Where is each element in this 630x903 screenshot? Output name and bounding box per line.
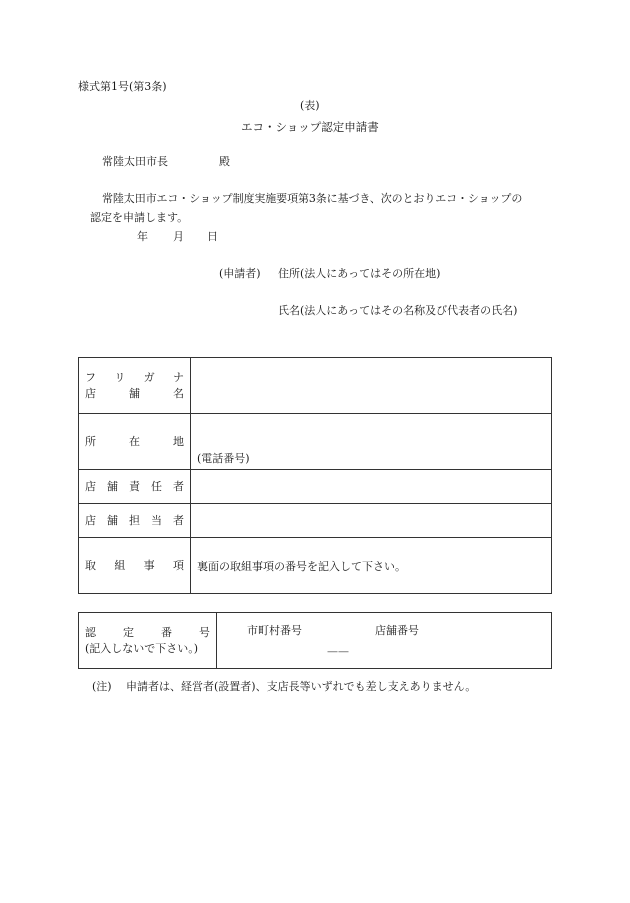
staff-row <box>79 504 552 538</box>
location-char: 在 <box>129 434 140 448</box>
certification-row <box>79 613 552 669</box>
certification-note: (記入しないで下さい。) <box>85 641 199 655</box>
furigana-char: フ <box>85 370 96 384</box>
store-name-char: 舗 <box>129 386 140 400</box>
staff-field[interactable] <box>191 504 552 538</box>
store-name-char: 店 <box>85 386 96 400</box>
furigana-char: リ <box>114 370 126 384</box>
page-title: エコ・ショップ認定申請書 <box>241 120 379 134</box>
store-number-label: 店舗番号 <box>375 624 419 637</box>
certification-field <box>217 613 552 669</box>
store-name-row <box>79 358 552 414</box>
certification-label <box>79 613 217 669</box>
initiatives-note: 裏面の取組事項の番号を記入して下さい。 <box>197 559 406 573</box>
side-label: (表) <box>300 99 320 112</box>
store-name-label <box>79 358 191 414</box>
date-day: 日 <box>207 230 218 243</box>
location-row <box>79 414 552 470</box>
applicant-name-label: 氏名(法人にあってはその名称及び代表者の氏名) <box>278 304 518 317</box>
staff-label-text <box>85 513 184 529</box>
initiatives-field[interactable] <box>191 538 552 594</box>
manager-row <box>79 470 552 504</box>
initiatives-char: 項 <box>172 558 184 572</box>
furigana-char: ナ <box>172 370 184 384</box>
application-table <box>78 357 552 594</box>
initiatives-row <box>79 538 552 594</box>
staff-label <box>79 504 191 538</box>
applicant-address-label: 住所(法人にあってはその所在地) <box>278 267 441 280</box>
initiatives-char: 組 <box>114 558 126 572</box>
initiatives-label <box>79 538 191 594</box>
store-name-text <box>85 386 184 402</box>
staff-char: 舗 <box>107 513 118 527</box>
manager-label <box>79 470 191 504</box>
form-number: 様式第1号(第3条) <box>78 80 167 93</box>
staff-char: 担 <box>129 513 140 527</box>
date-year: 年 <box>137 230 148 243</box>
furigana-label <box>85 370 184 386</box>
recipient: 常陸太田市長 <box>102 155 168 168</box>
store-name-field[interactable] <box>191 358 552 414</box>
initiatives-label-text <box>85 558 184 574</box>
certification-label-text <box>85 625 210 641</box>
applicant-label: (申請者) <box>219 267 261 280</box>
store-name-char: 名 <box>173 386 184 400</box>
manager-char: 店 <box>85 479 96 493</box>
honorific: 殿 <box>219 155 230 168</box>
paragraph-line-1: 常陸太田市エコ・ショップ制度実施要項第3条に基づき、次のとおりエコ・ショップの <box>102 192 523 205</box>
manager-char: 者 <box>173 479 184 493</box>
manager-char: 責 <box>129 479 140 493</box>
certification-char: 認 <box>85 625 96 639</box>
manager-char: 任 <box>151 479 162 493</box>
staff-char: 店 <box>85 513 96 527</box>
footer-note-label: (注) <box>92 680 112 693</box>
staff-char: 当 <box>151 513 162 527</box>
phone-label: (電話番号) <box>197 452 250 465</box>
location-char: 地 <box>173 434 184 448</box>
certification-char: 号 <box>199 625 210 639</box>
location-label <box>79 414 191 470</box>
paragraph-line-2: 認定を申請します。 <box>90 211 189 224</box>
manager-label-text <box>85 479 184 495</box>
manager-char: 舗 <box>107 479 118 493</box>
location-char: 所 <box>85 434 96 448</box>
manager-field[interactable] <box>191 470 552 504</box>
initiatives-char: 取 <box>85 558 96 572</box>
certification-char: 定 <box>123 625 134 639</box>
footer-note-text: 申請者は、経営者(設置者)、支店長等いずれでも差し支えありません。 <box>126 680 477 693</box>
location-field[interactable] <box>191 414 552 470</box>
municipality-number-label: 市町村番号 <box>247 624 302 637</box>
number-separator: —— <box>327 645 349 658</box>
initiatives-char: 事 <box>143 558 155 572</box>
staff-char: 者 <box>173 513 184 527</box>
date-month: 月 <box>173 230 184 243</box>
location-label-text <box>85 434 184 450</box>
furigana-char: ガ <box>143 370 155 384</box>
certification-table <box>78 612 552 669</box>
certification-char: 番 <box>161 625 172 639</box>
